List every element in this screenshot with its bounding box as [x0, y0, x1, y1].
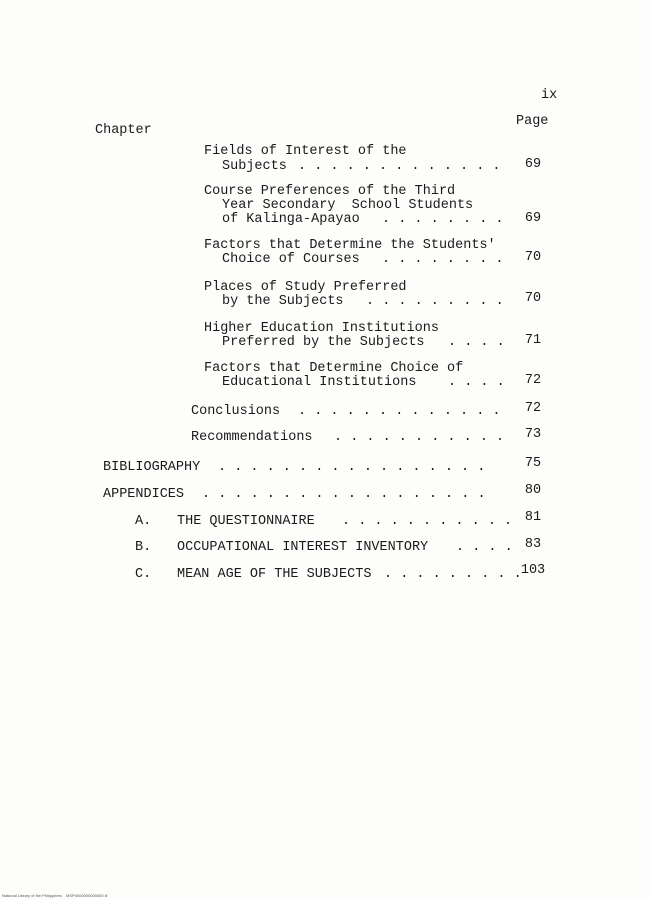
page-column-header: Page — [516, 114, 549, 129]
toc-entry-title-line: Conclusions — [191, 404, 281, 419]
appendix-letter: A. — [135, 514, 152, 529]
dot-leader: . . . . — [456, 540, 513, 555]
toc-entry-page: 103 — [520, 563, 546, 578]
toc-entry-title-line: APPENDICES — [103, 487, 185, 502]
appendix-letter: B. — [135, 540, 152, 555]
toc-entry-page: 69 — [524, 157, 542, 172]
toc-entry-title-line: OCCUPATIONAL INTEREST INVENTORY — [177, 540, 429, 555]
page-number: ix — [541, 88, 558, 103]
toc-entry-title-line: Higher Education Institutions — [204, 321, 439, 336]
toc-entry-title-line: Factors that Determine the Students' — [204, 238, 496, 253]
dot-leader: . . . . . . . . . — [366, 294, 504, 309]
toc-entry-title-line: Subjects — [222, 159, 287, 174]
dot-leader: . . . . . . . . . . . . . . . . . — [218, 460, 486, 475]
toc-entry-page: 83 — [524, 537, 542, 552]
dot-leader: . . . . . . . . — [382, 212, 504, 227]
toc-entry-title-line: THE QUESTIONNAIRE — [177, 514, 315, 529]
chapter-column-header: Chapter — [95, 123, 152, 138]
toc-entry-title-line: of Kalinga-Apayao — [222, 212, 360, 227]
toc-entry-page: 80 — [524, 483, 542, 498]
toc-entry-title-line: Preferred by the Subjects — [222, 335, 425, 350]
toc-entry-title-line: Year Secondary School Students — [222, 198, 474, 213]
toc-entry-page: 75 — [524, 456, 542, 471]
toc-entry-page: 73 — [524, 427, 542, 442]
toc-entry-title-line: Places of Study Preferred — [204, 280, 407, 295]
library-footer: National Library of the Philippines MSP0000000000000 iii — [2, 893, 108, 898]
dot-leader: . . . . — [448, 335, 505, 350]
dot-leader: . . . . . . . . . . . . . — [298, 404, 501, 419]
toc-entry-title-line: Educational Institutions — [222, 375, 417, 390]
toc-entry-title-line: Fields of Interest of the — [204, 144, 407, 159]
dot-leader: . . . . . . . . . — [384, 567, 522, 582]
toc-entry-page: 70 — [524, 250, 542, 265]
appendix-letter: C. — [135, 567, 152, 582]
toc-entry-title-line: Choice of Courses — [222, 252, 360, 267]
toc-entry-title-line: Course Preferences of the Third — [204, 184, 456, 199]
dot-leader: . . . . — [448, 375, 505, 390]
toc-entry-title-line: MEAN AGE OF THE SUBJECTS — [177, 567, 372, 582]
toc-entry-page: 72 — [524, 373, 542, 388]
toc-entry-title-line: Recommendations — [191, 430, 313, 445]
dot-leader: . . . . . . . . . . . — [342, 514, 513, 529]
toc-entry-page: 81 — [524, 510, 542, 525]
dot-leader: . . . . . . . . . . . — [334, 430, 505, 445]
toc-entry-page: 70 — [524, 291, 542, 306]
dot-leader: . . . . . . . . . . . . . . . . . . — [202, 487, 486, 502]
toc-entry-page: 69 — [524, 211, 542, 226]
toc-entry-page: 71 — [524, 333, 542, 348]
toc-entry-page: 72 — [524, 401, 542, 416]
dot-leader: . . . . . . . . — [382, 252, 504, 267]
toc-entry-title-line: Factors that Determine Choice of — [204, 361, 464, 376]
toc-entry-title-line: BIBLIOGRAPHY — [103, 460, 201, 475]
toc-entry-title-line: by the Subjects — [222, 294, 344, 309]
dot-leader: . . . . . . . . . . . . . — [298, 159, 501, 174]
